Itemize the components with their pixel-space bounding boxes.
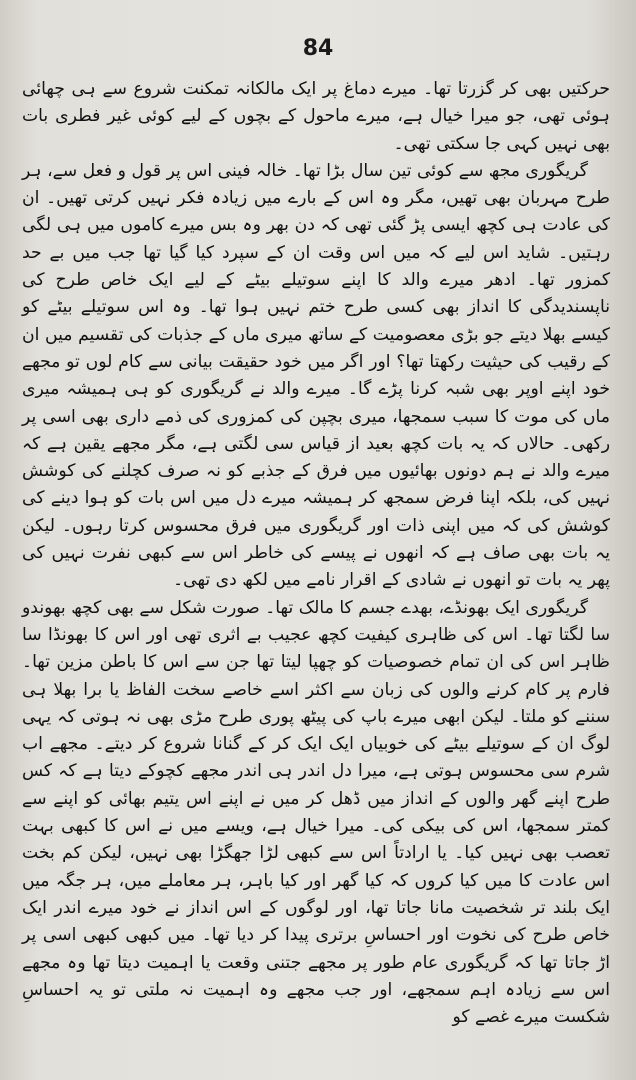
paragraph-2: گریگوری مجھ سے کوئی تین سال بڑا تھا۔ خالہ فینی اس پر قول و فعل سے، ہر طرح مہربان بھی تھیں، مگر وہ اس کے بارے میں زیادہ فکر نہیں کرتی تھیں۔ ان کی عادت ہی کچھ ایسی پڑ گئی تھی کہ دن بھر وہ بس میرے کاموں میں ہی لگی رہتیں۔ شاید اس لیے کہ میں اس وقت ان کے سپرد کیا گیا تھا جب میں بے حد کمزور تھا۔ ادھر میرے والد کا اپنے سوتیلے بیٹے کے لیے ایک خاص طرح کی ناپسندیدگی کا انداز بھی کسی طرح ختم نہیں ہوا تھا۔ وہ اس سوتیلے بیٹے کو کیسے بھلا دیتے جو بڑی معصومیت کے ساتھ میری ماں کے جذبات کی تقسیم میں ان کے رقیب کی حیثیت رکھتا تھا؟ اور اگر میں خود حقیقت بیانی سے کام لوں تو مجھے خود اپنے اوپر بھی شبہ کرنا پڑے گا۔ میرے والد نے گریگوری کو ہی ہمیشہ میری ماں کی موت کا سبب سمجھا، میری بچپن کی کمزوری کی ذمے داری بھی اسی پر رکھی۔ حالاں کہ یہ بات کچھ بعید از قیاس سی لگتی ہے، مگر مجھے یقین ہے کہ میرے والد نے ہم دونوں بھائیوں میں فرق کے جذبے کو نہ صرف کچلنے کی کوشش نہیں کی، بلکہ اپنا فرض سمجھ کر ہمیشہ میرے دل میں اس بات کو ہوا دینے کی کوشش کی کہ میں اپنی ذات اور گریگوری میں فرق محسوس کرتا رہوں۔ لیکن یہ بات بھی صاف ہے کہ انھوں نے پیسے کی خاطر اس سے کبھی نفرت نہیں کی پھر یہ بات تو انھوں نے شادی کے اقرار نامے میں لکھ دی تھی۔ xyxy=(22,160,610,591)
body-text xyxy=(22,76,610,1031)
paragraph-1: حرکتیں بھی کر گزرتا تھا۔ میرے دماغ پر ایک مالکانہ تمکنت شروع سے ہی چھائی ہوئی تھی، جو میرا خیال ہے، میرے ماحول کے بچوں کے لیے کوئی غیر فطری بات بھی نہیں کہی جا سکتی تھی۔ xyxy=(22,79,610,154)
page-number: 84 xyxy=(302,36,334,61)
paragraph-3: گریگوری ایک بھونڈے، بھدے جسم کا مالک تھا۔ صورت شکل سے بھی کچھ بھوندو سا لگتا تھا۔ اس کی ظاہری کیفیت کچھ عجیب بے اثری تھی اور اس کا بھونڈا سا ظاہر اس کی ان تمام خصوصیات کو چھپا لیتا تھا جن سے اس کا باطن مزین تھا۔ فارم پر کام کرنے والوں کی زبان سے اکثر اسے خاصے سخت الفاظ یا برا بھلا ہی سننے کو ملتا۔ لیکن ابھی میرے باپ کی پیٹھ پوری طرح مڑی بھی نہ ہوتی کہ یہی لوگ ان کے سوتیلے بیٹے کی خوبیاں ایک ایک کر کے گنانا شروع کر دیتے۔ مجھے اب شرم سی محسوس ہوتی ہے، میرا دل اندر ہی اندر مجھے کچوکے دیتا ہے کہ کس طرح اپنے گھر والوں کے انداز میں ڈھل کر میں نے اپنے اس یتیم بھائی کو اپنے سے کمتر سمجھا، اس کی بیکی کی۔ میرا خیال ہے، ویسے میں نے اس کا کبھی بہت تعصب بھی نہیں کیا۔ یا ارادتاً اس سے کبھی لڑا جھگڑا بھی نہیں، لیکن کم بخت اس عادت کا میں کیا کروں کہ کیا گھر اور کیا باہر، ہر معاملے میں، ہر جگہ میں ایک بلند تر شخصیت مانا جاتا تھا، اور لوگوں کے اس انداز نے خود میرے اندر ایک خاص طرح کی نخوت اور احساسِ برتری پیدا کر دیا تھا۔ میں کبھی کبھی اسی پر اڑ جاتا تھا کہ گریگوری عام طور پر مجھے جتنی وقعت یا اہمیت دیتا تھا وہ مجھے اس سے زیادہ اہم سمجھے، اور جب مجھے وہ اہمیت نہ ملتی تو یہ احساسِ شکست میرے غصے کو xyxy=(22,597,610,1028)
